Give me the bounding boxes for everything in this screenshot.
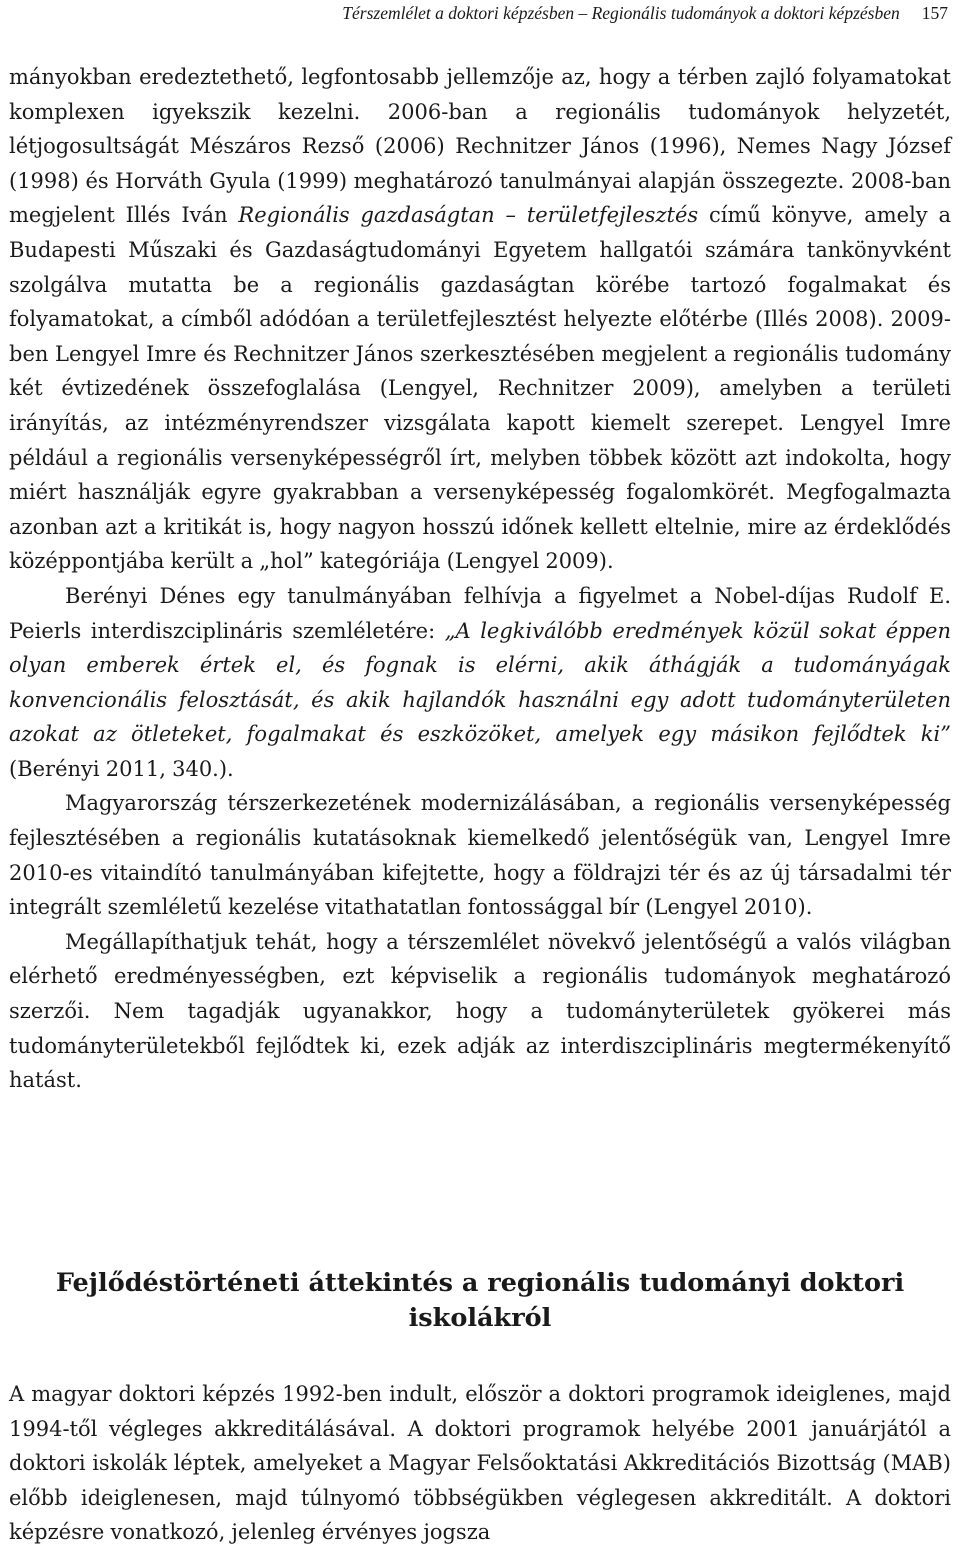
section-heading-line-2: iskolákról (408, 1303, 552, 1333)
page-number: 157 (921, 3, 948, 23)
text-run: mányokban eredeztethető, legfontosabb jellemzője az, hogy a térben zajló folyamatokat komplexen igyekszik kezelni. 2006-ban a regionális tudományok helyzetét, létjogosultságát Mészáros Rezső (2006) Rechnitzer János (1996), Nemes Nagy József (1998) és Horváth Gyula (1999) meghatározó tanulmányai alapján összegezte. 2008-ban megjelent Illés Iván (9, 65, 951, 228)
section-body-text (9, 1377, 951, 1549)
paragraph-3 (9, 786, 951, 924)
body-text-block (9, 60, 951, 1098)
text-run: Magyarország térszerkezetének modernizálásában, a regionális versenyképesség fejlesztésében a regionális kutatásoknak kiemelkedő jelentőségük van, Lengyel Imre 2010-es vitaindító tanulmányában kifejtette, hogy a földrajzi tér és az új társadalmi tér integrált szemléletű kezelése vitathatatlan fontossággal bír (Lengyel 2010). (9, 791, 951, 920)
book-title-italic: Regionális gazdaságtan – területfejlesztés (238, 203, 699, 228)
running-header (10, 2, 948, 24)
text-run: című könyve, amely a Budapesti Műszaki és Gazdaságtudományi Egyetem hallgatói számára tankönyvként szolgálva mutatta be a regionális gazdaságtan körébe tartozó fogalmakat és folyamatokat, a címből adódóan a területfejlesztést helyezte előtérbe (Illés 2008). 2009-ben Lengyel Imre és Rechnitzer János szerkesztésében megjelent a regionális tudomány két évtizedének összefoglalása (Lengyel, Rechnitzer 2009), amelyben a területi irányítás, az intézményrendszer vizsgálata kapott kiemelt szerepet. Lengyel Imre például a regionális versenyképességről írt, melyben többek között azt indokolta, hogy miért használják egyre gyakrabban a versenyképesség fogalomkörét. Megfogalmazta azonban azt a kritikát is, hogy nagyon hosszú időnek kellett eltelnie, mire az érdeklődés középpontjába került a „hol” kategóriája (Lengyel 2009). (9, 203, 951, 574)
text-run: Megállapíthatjuk tehát, hogy a térszemlélet növekvő jelentőségű a valós világban elérhető eredményességben, ezt képviselik a regionális tudományok meghatározó szerzői. Nem tagadják ugyanakkor, hogy a tudományterületek gyökerei más tudományterületekből fejlődtek ki, ezek adják az interdiszciplináris megtermékenyítő hatást. (9, 929, 951, 1093)
text-run: (Berényi 2011, 340.). (9, 756, 234, 781)
paragraph-4 (9, 925, 951, 1098)
text-run: Berényi Dénes egy tanulmányában felhívja a figyelmet a Nobel-díjas Rudolf E. Peierls interdiszciplináris szemléletére: (9, 583, 951, 643)
paragraph-2 (9, 579, 951, 787)
paragraph-1 (9, 60, 951, 579)
section-heading-line-1: Fejlődéstörténeti áttekintés a regionális tudományi doktori (55, 1268, 905, 1298)
section-paragraph-1: A magyar doktori képzés 1992-ben indult, először a doktori programok ideiglenes, majd 1994-től végleges akkreditálásával. A doktori programok helyébe 2001 januárjától a doktori iskolák léptek, amelyeket a Magyar Felsőoktatási Akkreditációs Bizottság (MAB) előbb ideiglenesen, majd túlnyomó többségükben véglegesen akkreditált. A doktori képzésre vonatkozó, jelenleg érvényes jogsza (9, 1382, 951, 1545)
running-title: Térszemlélet a doktori képzésben – Regionális tudományok a doktori képzésben (342, 3, 900, 23)
quotation-italic: „A legkiválóbb eredmények közül sokat éppen olyan emberek értek el, és fognak is elérni, akik áthágják a tudományágak konvencionális felosztását, és akik hajlandók használni egy adott tudományterületen azokat az ötleteket, fogalmakat és eszközöket, amelyek egy másikon fejlődtek ki” (9, 618, 951, 747)
section-heading (0, 1266, 960, 1336)
